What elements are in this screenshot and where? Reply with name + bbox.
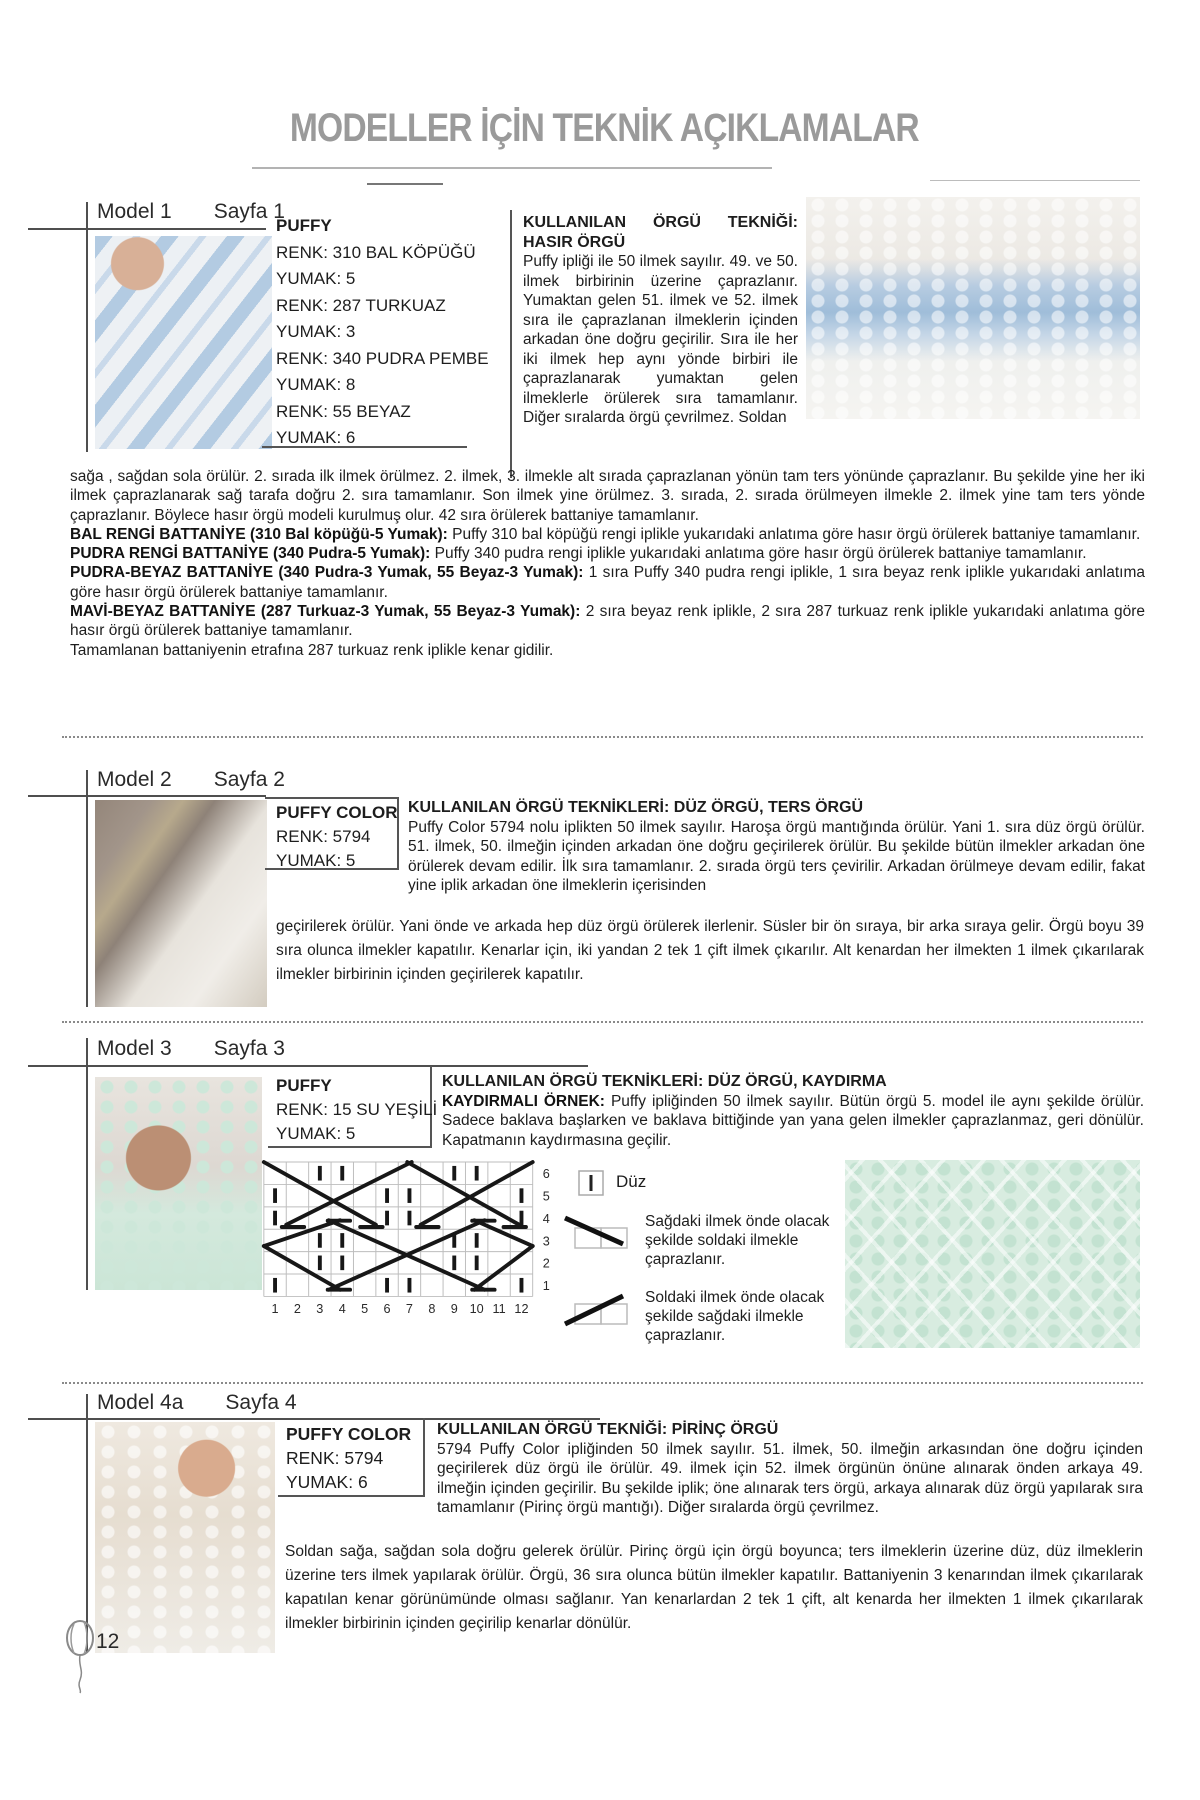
svg-text:2: 2 <box>293 1302 301 1316</box>
model3-yarn-name: PUFFY <box>276 1076 332 1095</box>
dotted-separator-3 <box>62 1382 1143 1384</box>
svg-text:7: 7 <box>405 1302 413 1316</box>
model1-variant <box>70 525 1145 544</box>
knit-stitch-icon <box>578 1170 604 1196</box>
section3-left-rule <box>86 1038 88 1290</box>
spec-line: RENK: 15 SU YEŞİLİ <box>276 1100 438 1119</box>
model4-body <box>285 1540 1143 1636</box>
model3-technique-column <box>442 1072 1144 1150</box>
model2-yarn-name: PUFFY COLOR <box>276 803 398 822</box>
variant-text: Puffy 310 bal köpüğü rengi iplikle yukarıdaki anlatıma göre hasır örgü örülerek battaniye tamamlanır. <box>447 525 1141 543</box>
model4-technique-column <box>437 1420 1143 1518</box>
variant-lead: BAL RENGİ BATTANİYE (310 Bal köpüğü-5 Yumak): <box>70 525 448 543</box>
model1-technique-title: KULLANILAN ÖRGÜ TEKNİĞİ: HASIR ÖRGÜ <box>523 214 798 251</box>
model4-technique-title: KULLANILAN ÖRGÜ TEKNİĞİ: PİRİNÇ ÖRGÜ <box>437 1421 779 1438</box>
model1-paragraph: sağa , sağdan sola örülür. 2. sırada ilk ilmek örülmez. 2. ilmek, 3. ilmekle alt sırada çaprazlanan yönün tam ters yönünde çaprazlanır. Bu şekilde yine her iki ilmek çaprazlanarak sağ tarafa doğru 2. sıra tamamlanır. Son ilmek yine örülmez. 3. sırada, 2. sırada örülmeyen ilmekle 2. ilmek yine tam ters yönde çaprazlanır. Böylece hasır örgü modeli kurulmuş olur. 42 sıra örülerek battaniye tamamlanır. <box>70 468 1145 524</box>
section2-header-underline <box>28 795 266 797</box>
model2-page-label: Sayfa 2 <box>213 768 285 791</box>
spec-line: RENK: 287 TURKUAZ <box>276 295 446 315</box>
model4-spec-box <box>286 1422 411 1494</box>
model1-closing: Tamamlanan battaniyenin etrafına 287 turkuaz renk iplikle kenar gidilir. <box>70 641 554 659</box>
spec-line: YUMAK: 5 <box>276 851 356 870</box>
model1-body <box>70 467 1145 660</box>
svg-text:5: 5 <box>542 1189 550 1204</box>
svg-text:2: 2 <box>542 1256 550 1271</box>
model4-page-label: Sayfa 4 <box>225 1391 297 1414</box>
variant-text: 2 sıra beyaz renk iplikle, 2 sıra 287 turkuaz renk iplikle yukarıdaki anlatıma göre hasır örgü örülerek battaniye tamamlanır. <box>70 603 1145 640</box>
legend-item-knit <box>578 1170 646 1196</box>
section1-top-rule <box>367 183 443 185</box>
model3-technique-text: Puffy ipliğinden 50 ilmek sayılır. Bütün örgü 5. model ile aynı şekilde örülür. Sadece baklava başlarken ve baklava bittiğinde yan yana gelen ilmekler çaprazlanmaz, geri dönülür. Kapatmanın kaydırmasına geçilir. <box>442 1092 1144 1149</box>
svg-text:3: 3 <box>316 1302 324 1316</box>
dotted-separator-1 <box>62 736 1143 738</box>
model2-label: Model 2 <box>97 768 172 791</box>
model1-photo <box>95 236 272 449</box>
section2-left-rule <box>86 770 88 1007</box>
model3-page-label: Sayfa 3 <box>213 1037 285 1060</box>
svg-text:5: 5 <box>361 1302 369 1316</box>
model2-spec-box <box>276 801 398 873</box>
svg-text:6: 6 <box>383 1302 391 1316</box>
svg-text:12: 12 <box>514 1302 529 1316</box>
section4-header <box>97 1391 297 1415</box>
left-cross-icon <box>563 1288 633 1330</box>
spec-line: YUMAK: 5 <box>276 269 356 288</box>
model4-technique-text: 5794 Puffy Color ipliğinden 50 ilmek sayılır. 51. ilmek, 50. ilmeğin arkasından öne doğru içinden geçirilerek düz örgü ile örülür. 49. ilmek için 52. ilmek örgünün önüne alınarak önden arkaya 49. ilmeğin içinden geçirilir. Bu şekilde iplik; öne alınarak ters örgü, arkaya alınarak düz örgü yapılarak sıra tamamlanır (Pirinç örgü mantığı). Diğer sıralarda örgü çevrilmez. <box>437 1440 1143 1516</box>
spec-line: YUMAK: 3 <box>276 322 356 341</box>
model1-technique-column <box>523 213 798 428</box>
model1-variant <box>70 563 1145 602</box>
model1-stitch-sample-photo <box>806 197 1140 419</box>
model3-spec-box-bottom <box>268 1146 432 1148</box>
variant-text: Puffy 340 pudra rengi iplikle yukarıdaki anlatıma göre hasır örgü örülerek battaniye tamamlanır. <box>430 545 1087 563</box>
svg-text:1: 1 <box>271 1302 279 1316</box>
spec-line: YUMAK: 5 <box>276 1124 356 1143</box>
spec-line: YUMAK: 8 <box>276 375 356 394</box>
page-title <box>230 106 919 151</box>
knit-chart-svg <box>258 1156 558 1320</box>
model2-technique-title: KULLANILAN ÖRGÜ TEKNİKLERİ: DÜZ ÖRGÜ, TERS ÖRGÜ <box>408 799 864 816</box>
svg-text:3: 3 <box>542 1234 550 1249</box>
model2-photo <box>95 800 267 1007</box>
legend-label-left-cross: Soldaki ilmek önde olacak şekilde sağdaki ilmekle çaprazlanır. <box>645 1289 825 1344</box>
spec-line: RENK: 310 BAL KÖPÜĞÜ <box>276 242 476 262</box>
page-title-text: MODELLER İÇİN TEKNİK AÇIKLAMALAR <box>289 106 919 150</box>
model4-spec-box-bottom <box>278 1495 425 1497</box>
spec-line: RENK: 5794 <box>286 1448 384 1468</box>
spec-line: YUMAK: 6 <box>276 428 356 447</box>
page-number: 12 <box>96 1630 120 1653</box>
model2-body <box>276 915 1144 987</box>
model3-technique-title: KULLANILAN ÖRGÜ TEKNİKLERİ: DÜZ ÖRGÜ, KAYDIRMA <box>442 1073 887 1090</box>
model4-spec-box-right <box>423 1418 425 1497</box>
model2-technique-column <box>408 798 1145 896</box>
model2-technique-text: Puffy Color 5794 nolu iplikten 50 ilmek sayılır. Haroşa örgü mantığında örülür. Yani 1. sıra düz örgü örülür. 51. ilmek, 50. ilmeğin içinden arkadan öne doğru geçirilerek örülür. Bu şekilde bütün ilmekler arkadan öne örülerek devam edilir. İlk sıra tamamlanır. 2. sırada örgü ters çevirilir. Arkadan örülmeye devam edilir, fakat yine iplik arkadan öne ilmeklerin içerisinden <box>408 818 1145 894</box>
model1-variant <box>70 602 1145 641</box>
spec-line: RENK: 5794 <box>276 827 371 846</box>
dotted-separator-2 <box>62 1021 1143 1023</box>
knit-pattern-chart <box>258 1156 558 1325</box>
model4-label: Model 4a <box>97 1391 184 1414</box>
model2-spec-box-top <box>265 797 399 799</box>
legend-item-right-cross <box>563 1212 861 1269</box>
variant-lead: MAVİ-BEYAZ BATTANİYE (287 Turkuaz-3 Yumak, 55 Beyaz-3 Yumak): <box>70 603 581 621</box>
variant-lead: PUDRA-BEYAZ BATTANİYE (340 Pudra-3 Yumak, 55 Beyaz-3 Yumak): <box>70 564 584 582</box>
model1-technique-text: Puffy ipliği ile 50 ilmek sayılır. 49. ve 50. ilmek birbirinin üzerine çaprazlanır. Yumaktan gelen 51. ilmek ve 52. ilmek sıra ile çaprazlanan ilmeklerin içinden arkadan öne doğru geçirilir. Sıra ile her iki ilmek hep aynı yönde birbiri ile çaprazlanarak yumaktan gelen ilmeklerle örülerek sıra tamamlanır. Diğer sıralarda örgü çevrilmez. Soldan <box>523 253 798 426</box>
svg-text:6: 6 <box>542 1167 550 1182</box>
section1-left-rule <box>86 202 88 452</box>
spec-line: RENK: 340 PUDRA PEMBE <box>276 348 489 368</box>
section3-header-underline <box>28 1065 588 1067</box>
model3-lead: KAYDIRMALI ÖRNEK: <box>442 1092 605 1110</box>
model1-column-divider <box>510 210 512 478</box>
model1-yarn-name: PUFFY <box>276 216 332 235</box>
title-underline <box>252 167 772 169</box>
svg-text:4: 4 <box>338 1302 346 1316</box>
right-cross-icon <box>563 1212 633 1254</box>
model3-photo <box>95 1077 262 1290</box>
model3-spec-box <box>276 1074 437 1146</box>
model3-label: Model 3 <box>97 1037 172 1060</box>
model4-paragraph: Soldan sağa, sağdan sola doğru gelerek örülür. Pirinç örgü için örgü boyunca; ters ilmeklerin üzerine düz, düz ilmeklerin üzerine ters ilmek yapılarak örülür. Örgü, 36 sıra olunca bütün ilmekler kapatılır. Battaniyenin 3 kenarından ilmek çıkarılarak kapatılan kenar görünümünde olması sağlanır. Yan kenarlardan 2 tek 1 çift, alt kenarda her ilmekten 1 ilmek çıkarılarak ilmekler birbirinin içinden geçirilip kenarlar dönülür. <box>285 1543 1143 1632</box>
section3-header <box>97 1037 285 1061</box>
variant-lead: PUDRA RENGİ BATTANİYE (340 Pudra-5 Yumak): <box>70 545 431 563</box>
svg-text:4: 4 <box>542 1211 550 1226</box>
legend-item-left-cross <box>563 1288 861 1345</box>
svg-text:10: 10 <box>469 1302 484 1316</box>
svg-text:1: 1 <box>542 1279 550 1294</box>
svg-text:8: 8 <box>428 1302 436 1316</box>
svg-text:9: 9 <box>450 1302 458 1316</box>
model1-variant <box>70 544 1145 563</box>
model3-stitch-sample-photo <box>845 1160 1140 1348</box>
model2-paragraph: geçirilerek örülür. Yani önde ve arkada hep düz örgü örülerek ilerlenir. Süsler bir ön sıraya, bir arka sıraya gelir. Örgü boyu 39 sıra olunca ilmekler kapatılır. Kenarlar için, iki yandan 2 tek 1 çift ilmek çıkarılır. Alt kenardan her ilmekten 1 ilmek çıkarılarak ilmekler birbirinin içinden geçirilerek kapatılır. <box>276 918 1144 983</box>
svg-text:11: 11 <box>492 1302 506 1316</box>
section2-header <box>97 768 285 792</box>
spec-line: YUMAK: 6 <box>286 1472 368 1492</box>
model1-spec-box <box>276 213 489 452</box>
model4-photo <box>95 1422 275 1653</box>
model1-label: Model 1 <box>97 200 172 223</box>
section1-top-rule-right <box>930 180 1140 181</box>
section1-header <box>97 200 285 224</box>
section1-header-underline <box>28 228 266 230</box>
spec-line: RENK: 55 BEYAZ <box>276 401 411 421</box>
legend-label-knit: Düz <box>616 1172 647 1191</box>
variant-text: 1 sıra Puffy 340 pudra rengi iplikle, 1 sıra beyaz renk iplikle yukarıdaki anlatıma göre hasır örgü örülerek battaniye tamamlanır. <box>70 564 1146 601</box>
model1-page-label: Sayfa 1 <box>213 200 285 223</box>
legend-label-right-cross: Sağdaki ilmek önde olacak şekilde soldaki ilmekle çaprazlanır. <box>645 1213 830 1268</box>
model4-yarn-name: PUFFY COLOR <box>286 1424 412 1444</box>
